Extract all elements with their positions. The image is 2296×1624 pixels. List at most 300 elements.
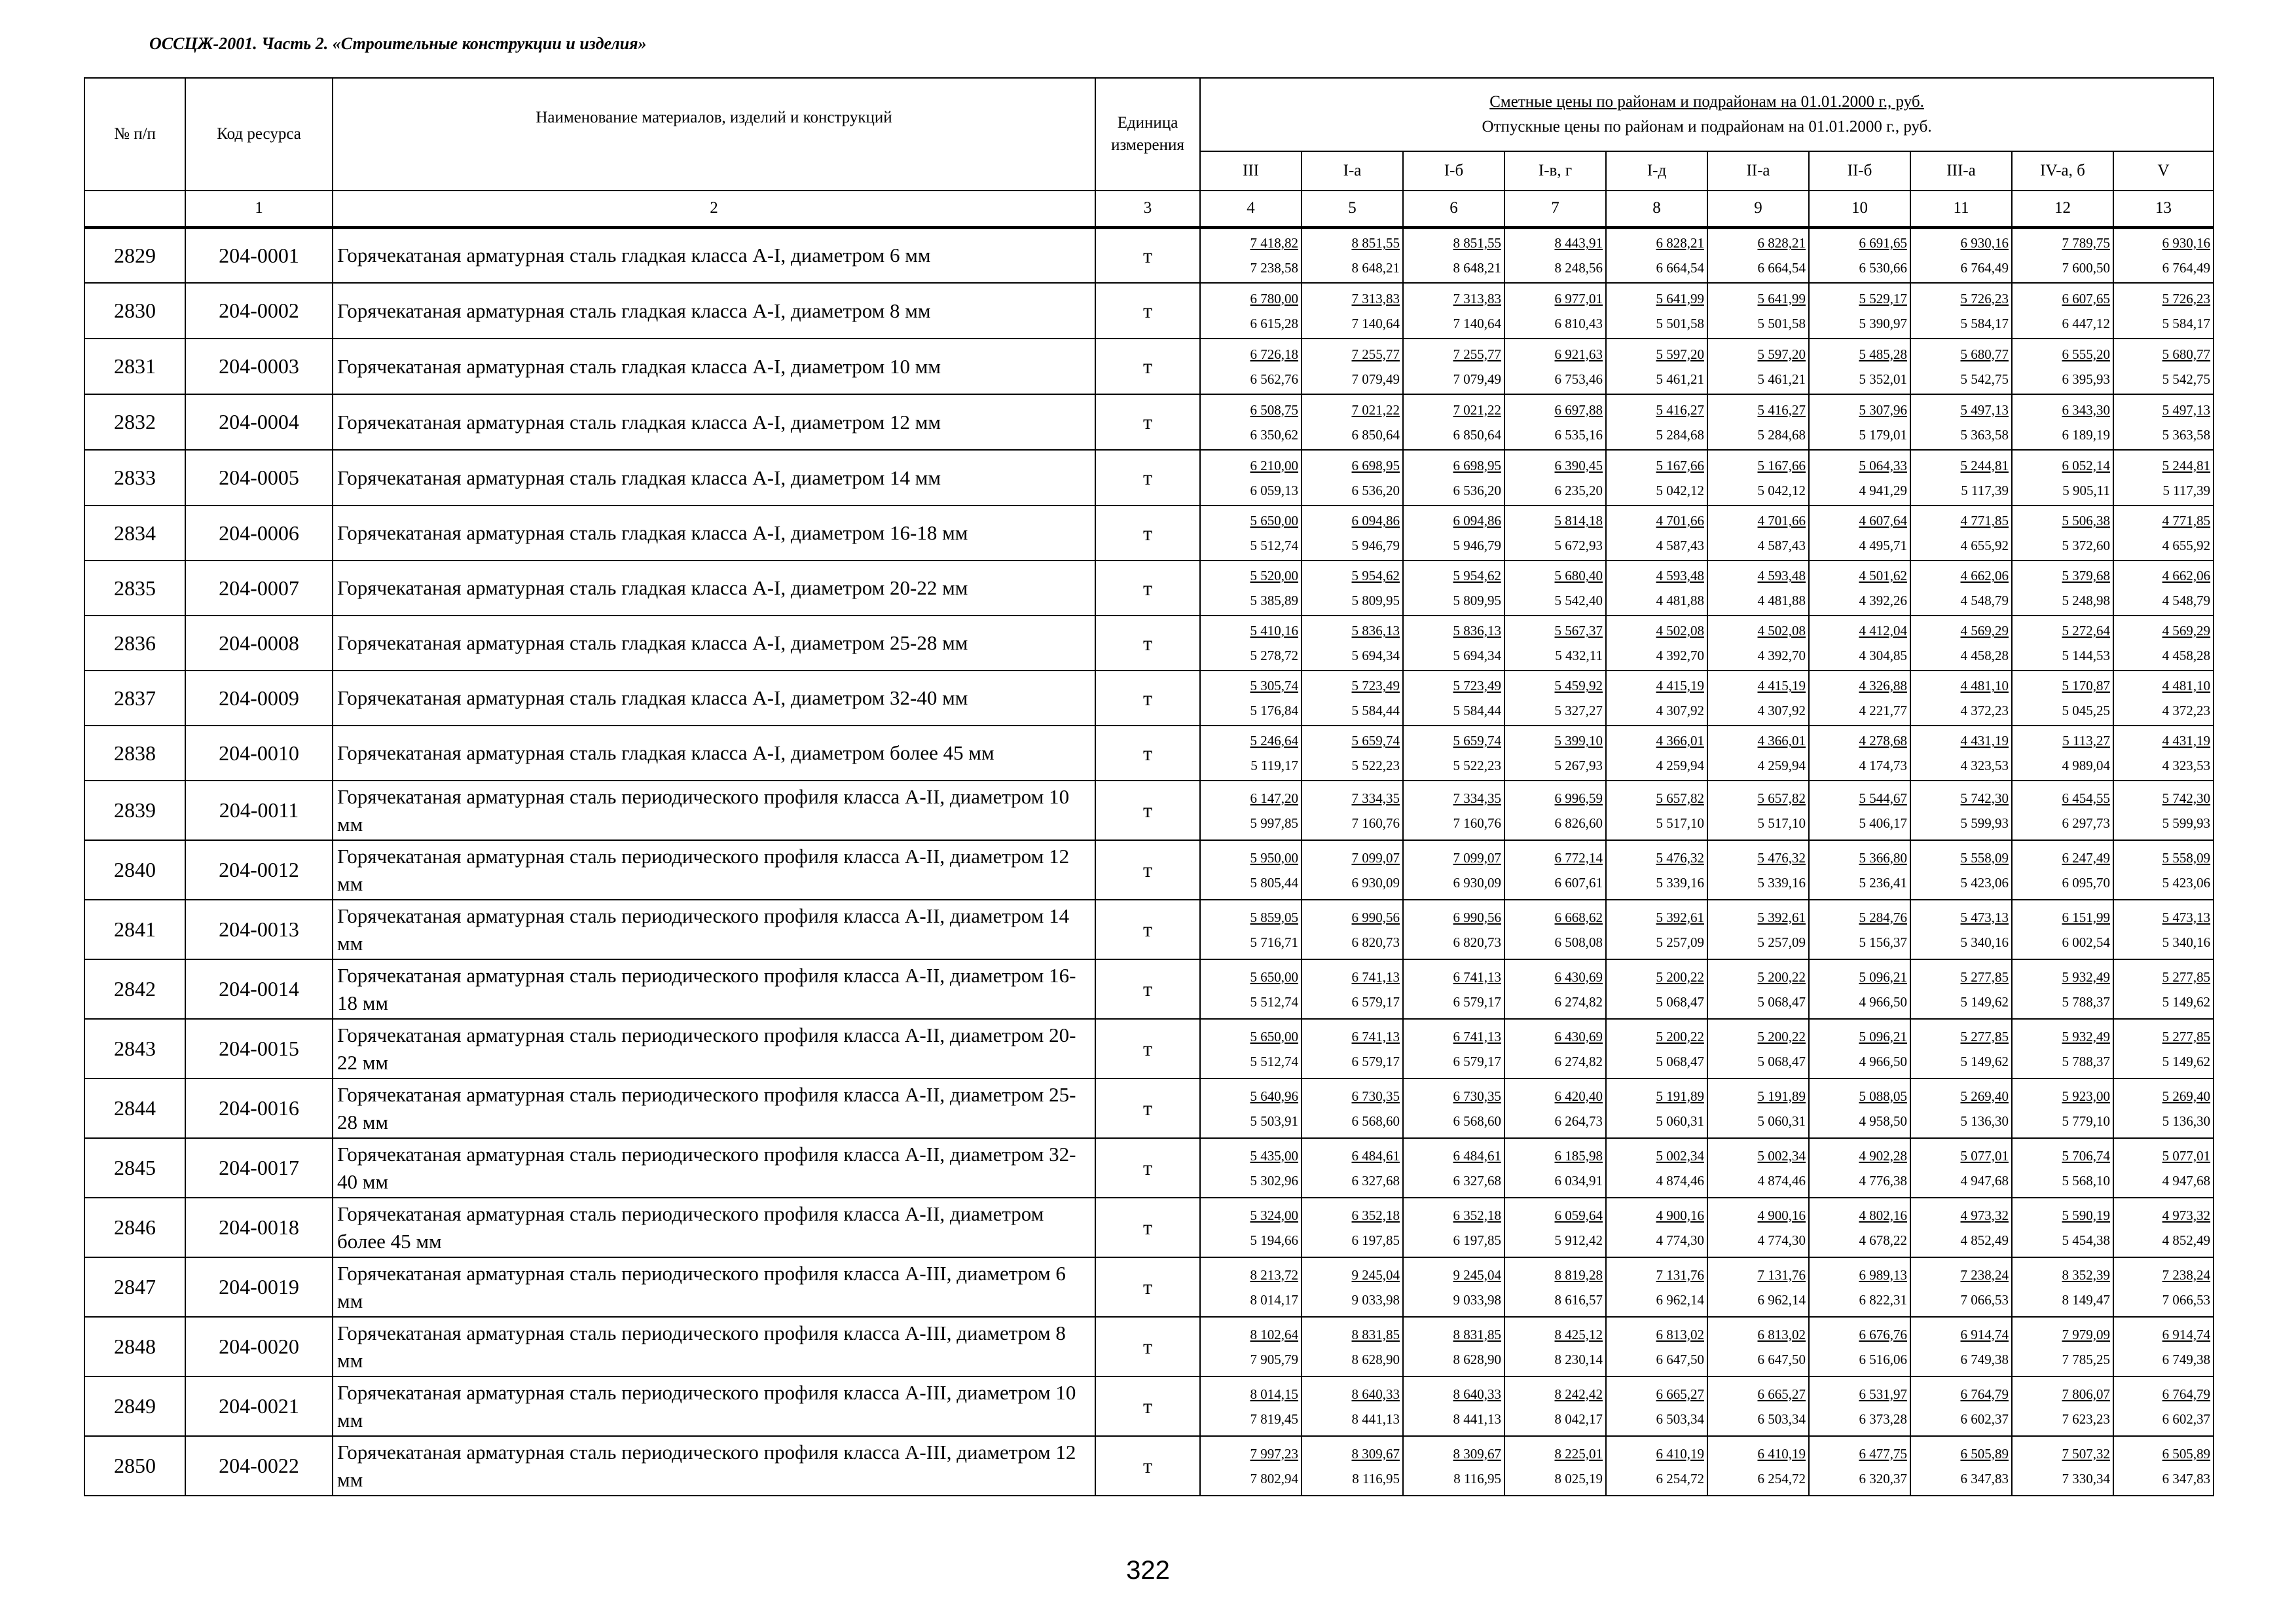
release-price: 8 441,13: [1453, 1411, 1501, 1427]
resource-code: 204-0002: [185, 283, 333, 339]
release-price: 5 327,27: [1554, 703, 1603, 718]
release-price: 4 174,73: [1859, 758, 1907, 773]
estimate-price: 6 772,14: [1554, 849, 1603, 866]
release-price: 6 579,17: [1351, 1053, 1400, 1069]
release-price: 6 764,49: [2162, 260, 2211, 276]
estimate-price: 5 200,22: [1656, 969, 1704, 985]
release-price: 6 568,60: [1453, 1113, 1501, 1129]
price-cell: [1910, 1257, 2012, 1317]
material-name: Горячекатаная арматурная сталь периодического профиля класса А-II, диаметром 25-28 мм: [333, 1079, 1095, 1138]
estimate-price: 8 309,67: [1453, 1445, 1501, 1462]
release-price: 5 432,11: [1555, 648, 1603, 663]
resource-code: 204-0014: [185, 959, 333, 1019]
price-cell: [1910, 1376, 2012, 1436]
resource-code: 204-0020: [185, 1317, 333, 1376]
estimate-price: 7 131,76: [1656, 1266, 1704, 1283]
estimate-price: 6 741,13: [1453, 969, 1501, 985]
price-cell: [1403, 1198, 1504, 1257]
estimate-price: 5 659,74: [1453, 733, 1501, 748]
price-cell: [1200, 781, 1302, 840]
price-cell: [1200, 394, 1302, 450]
header-code: Код ресурса: [185, 78, 333, 191]
unit: т: [1095, 616, 1200, 671]
release-price: 6 197,85: [1453, 1232, 1501, 1248]
price-cell: [2012, 671, 2113, 726]
estimate-price: 5 544,67: [1859, 790, 1907, 806]
price-cell: [1504, 1257, 1606, 1317]
estimate-price: 5 379,68: [2062, 568, 2110, 583]
release-price: 5 512,74: [1250, 1053, 1298, 1069]
price-cell: [1504, 1436, 1606, 1496]
estimate-price: 4 900,16: [1656, 1207, 1704, 1223]
release-price: 5 501,58: [1656, 315, 1704, 331]
estimate-price: 8 819,28: [1554, 1266, 1603, 1283]
release-price: 4 458,28: [2162, 648, 2211, 663]
price-cell: [1910, 1317, 2012, 1376]
price-cell: [1606, 1198, 1707, 1257]
price-cell: [1403, 1019, 1504, 1079]
header-name: Наименование материалов, изделий и конструкций: [333, 78, 1095, 191]
release-price: 5 068,47: [1757, 1053, 1806, 1069]
estimate-price: 6 741,13: [1351, 969, 1400, 985]
price-cell: [1504, 561, 1606, 616]
price-cell: [2012, 1436, 2113, 1496]
estimate-price: 4 900,16: [1757, 1207, 1806, 1223]
unit: т: [1095, 1376, 1200, 1436]
release-price: 5 149,62: [2162, 1053, 2211, 1069]
header-regions-line1: Сметные цены по районам и подрайонам на 01.01.2000 г., руб.: [1489, 93, 1924, 111]
price-cell: [1200, 1019, 1302, 1079]
release-price: 9 033,98: [1453, 1291, 1501, 1308]
price-cell: [1200, 1138, 1302, 1198]
release-price: 4 947,68: [1960, 1172, 2009, 1189]
estimate-price: 6 430,69: [1554, 1028, 1603, 1044]
release-price: 6 254,72: [1656, 1470, 1704, 1486]
estimate-price: 5 814,18: [1554, 513, 1603, 528]
price-cell: [1809, 1138, 1910, 1198]
price-cell: [1809, 1257, 1910, 1317]
release-price: 7 785,25: [2062, 1351, 2110, 1367]
release-price: 4 259,94: [1757, 758, 1806, 773]
release-price: 8 248,56: [1554, 260, 1603, 276]
price-cell: [1504, 283, 1606, 339]
estimate-price: 5 659,74: [1351, 733, 1400, 748]
price-cell: [1200, 227, 1302, 283]
row-number: 2844: [84, 1079, 185, 1138]
estimate-price: 5 324,00: [1250, 1207, 1298, 1223]
release-price: 5 068,47: [1656, 1053, 1704, 1069]
release-price: 6 508,08: [1554, 934, 1603, 950]
estimate-price: 5 497,13: [1960, 401, 2009, 418]
price-cell: [1606, 1138, 1707, 1198]
estimate-price: 6 996,59: [1554, 790, 1603, 806]
unit: т: [1095, 1019, 1200, 1079]
estimate-price: 5 459,92: [1554, 678, 1603, 693]
estimate-price: 5 476,32: [1656, 849, 1704, 866]
column-number: 1: [185, 191, 333, 227]
release-price: 4 966,50: [1859, 1053, 1907, 1069]
estimate-price: 6 813,02: [1656, 1326, 1704, 1342]
table-row: [84, 959, 2214, 1019]
estimate-price: 8 640,33: [1453, 1386, 1501, 1402]
unit: т: [1095, 450, 1200, 506]
estimate-price: 5 170,87: [2062, 678, 2110, 693]
release-price: 7 623,23: [2062, 1411, 2110, 1427]
estimate-price: 6 059,64: [1554, 1207, 1603, 1223]
price-cell: [1302, 227, 1403, 283]
price-cell: [1910, 1138, 2012, 1198]
price-cell: [1200, 1257, 1302, 1317]
row-number: 2834: [84, 506, 185, 561]
price-cell: [2113, 726, 2214, 781]
release-price: 8 116,95: [1453, 1470, 1501, 1486]
price-cell: [1504, 616, 1606, 671]
price-cell: [1606, 840, 1707, 900]
release-price: 8 648,21: [1351, 260, 1400, 276]
release-price: 5 363,58: [1960, 426, 2009, 443]
estimate-price: 5 246,64: [1250, 733, 1298, 748]
release-price: 6 810,43: [1554, 315, 1603, 331]
material-name: Горячекатаная арматурная сталь гладкая класса А-I, диаметром 32-40 мм: [333, 671, 1095, 726]
table-row: [84, 450, 2214, 506]
material-name: Горячекатаная арматурная сталь гладкая класса А-I, диаметром 25-28 мм: [333, 616, 1095, 671]
estimate-price: 5 064,33: [1859, 457, 1907, 473]
release-price: 4 458,28: [1960, 648, 2009, 663]
price-cell: [2113, 616, 2214, 671]
price-cell: [1910, 959, 2012, 1019]
price-cell: [2012, 1376, 2113, 1436]
price-cell: [1910, 1198, 2012, 1257]
estimate-price: 5 077,01: [2162, 1147, 2211, 1164]
release-price: 5 512,74: [1250, 993, 1298, 1010]
estimate-price: 7 806,07: [2062, 1386, 2110, 1402]
release-price: 6 536,20: [1453, 482, 1501, 498]
price-cell: [1504, 339, 1606, 394]
estimate-price: 5 277,85: [1960, 1028, 2009, 1044]
price-cell: [1606, 339, 1707, 394]
estimate-price: 7 313,83: [1351, 290, 1400, 306]
price-cell: [1707, 781, 1809, 840]
row-number: 2836: [84, 616, 185, 671]
header-unit: Единица измерения: [1095, 78, 1200, 191]
material-name: Горячекатаная арматурная сталь гладкая класса А-I, диаметром более 45 мм: [333, 726, 1095, 781]
estimate-price: 4 481,10: [1960, 678, 2009, 693]
release-price: 5 788,37: [2062, 1053, 2110, 1069]
release-price: 4 392,70: [1656, 648, 1704, 663]
resource-code: 204-0013: [185, 900, 333, 959]
row-number: 2830: [84, 283, 185, 339]
release-price: 5 042,12: [1656, 482, 1704, 498]
price-cell: [1707, 1198, 1809, 1257]
release-price: 6 189,19: [2062, 426, 2110, 443]
estimate-price: 4 502,08: [1757, 623, 1806, 638]
estimate-price: 5 392,61: [1757, 909, 1806, 925]
price-cell: [1200, 1198, 1302, 1257]
price-cell: [1809, 1079, 1910, 1138]
material-name: Горячекатаная арматурная сталь периодического профиля класса А-II, диаметром 32-40 мм: [333, 1138, 1095, 1198]
estimate-price: 4 593,48: [1656, 568, 1704, 583]
estimate-price: 4 501,62: [1859, 568, 1907, 583]
estimate-price: 5 277,85: [2162, 969, 2211, 985]
release-price: 4 304,85: [1859, 648, 1907, 663]
price-cell: [1809, 726, 1910, 781]
estimate-price: 4 662,06: [2162, 568, 2211, 583]
estimate-price: 5 191,89: [1656, 1088, 1704, 1104]
price-cell: [1403, 616, 1504, 671]
price-cell: [1606, 616, 1707, 671]
price-cell: [1707, 959, 1809, 1019]
release-price: 5 278,72: [1250, 648, 1298, 663]
price-cell: [2113, 840, 2214, 900]
estimate-price: 5 723,49: [1351, 678, 1400, 693]
column-number: 6: [1403, 191, 1504, 227]
material-name: Горячекатаная арматурная сталь гладкая класса А-I, диаметром 12 мм: [333, 394, 1095, 450]
estimate-price: 4 431,19: [1960, 733, 2009, 748]
price-cell: [1707, 671, 1809, 726]
release-price: 5 406,17: [1859, 815, 1907, 831]
estimate-price: 5 284,76: [1859, 909, 1907, 925]
price-cell: [1302, 394, 1403, 450]
price-cell: [1606, 450, 1707, 506]
estimate-price: 4 771,85: [2162, 513, 2211, 528]
table-row: [84, 283, 2214, 339]
release-price: 5 284,68: [1656, 426, 1704, 443]
row-number: 2849: [84, 1376, 185, 1436]
release-price: 6 826,60: [1554, 815, 1603, 831]
estimate-price: 8 443,91: [1554, 235, 1603, 251]
estimate-price: 6 352,18: [1453, 1207, 1501, 1223]
release-price: 4 852,49: [1960, 1232, 2009, 1248]
estimate-price: 4 973,32: [2162, 1207, 2211, 1223]
price-cell: [1302, 1317, 1403, 1376]
column-number: 9: [1707, 191, 1809, 227]
estimate-price: 4 415,19: [1757, 678, 1806, 693]
estimate-price: 5 950,00: [1250, 849, 1298, 866]
release-price: 6 347,83: [2162, 1470, 2211, 1486]
estimate-price: 6 921,63: [1554, 346, 1603, 362]
estimate-price: 7 255,77: [1351, 346, 1400, 362]
price-cell: [1707, 1138, 1809, 1198]
unit: т: [1095, 900, 1200, 959]
price-cell: [1200, 840, 1302, 900]
release-price: 5 385,89: [1250, 593, 1298, 608]
colnum-blank: [84, 191, 185, 227]
price-cell: [2012, 726, 2113, 781]
table-row: [84, 506, 2214, 561]
release-price: 6 962,14: [1757, 1291, 1806, 1308]
price-cell: [1606, 1079, 1707, 1138]
price-cell: [1910, 1019, 2012, 1079]
unit: т: [1095, 671, 1200, 726]
release-price: 5 060,31: [1656, 1113, 1704, 1129]
price-cell: [1403, 450, 1504, 506]
estimate-price: 6 989,13: [1859, 1266, 1907, 1283]
estimate-price: 5 706,74: [2062, 1147, 2110, 1164]
price-cell: [1504, 450, 1606, 506]
resource-code: 204-0010: [185, 726, 333, 781]
release-price: 4 655,92: [1960, 538, 2009, 553]
release-price: 5 257,09: [1656, 934, 1704, 950]
price-cell: [1302, 339, 1403, 394]
release-price: 6 664,54: [1656, 260, 1704, 276]
price-cell: [1504, 840, 1606, 900]
price-cell: [2012, 450, 2113, 506]
material-name: Горячекатаная арматурная сталь периодического профиля класса А-III, диаметром 12 мм: [333, 1436, 1095, 1496]
release-price: 5 149,62: [2162, 993, 2211, 1010]
release-price: 6 850,64: [1453, 426, 1501, 443]
release-price: 5 117,39: [2162, 482, 2211, 498]
price-cell: [1200, 671, 1302, 726]
price-cell: [1910, 840, 2012, 900]
header-region: V: [2113, 151, 2214, 191]
release-price: 6 930,09: [1453, 874, 1501, 891]
price-cell: [1809, 1317, 1910, 1376]
estimate-price: 5 244,81: [2162, 457, 2211, 473]
release-price: 4 852,49: [2162, 1232, 2211, 1248]
release-price: 5 522,23: [1351, 758, 1400, 773]
estimate-price: 4 607,64: [1859, 513, 1907, 528]
price-cell: [2012, 283, 2113, 339]
price-cell: [1302, 840, 1403, 900]
estimate-price: 5 506,38: [2062, 513, 2110, 528]
release-price: 5 584,44: [1453, 703, 1501, 718]
release-price: 7 160,76: [1351, 815, 1400, 831]
release-price: 5 672,93: [1554, 538, 1603, 553]
estimate-price: 5 558,09: [2162, 849, 2211, 866]
estimate-price: 7 997,23: [1250, 1445, 1298, 1462]
price-cell: [1504, 900, 1606, 959]
material-name: Горячекатаная арматурная сталь гладкая класса А-I, диаметром 14 мм: [333, 450, 1095, 506]
header-region: III: [1200, 151, 1302, 191]
release-price: 4 323,53: [2162, 758, 2211, 773]
table-row: [84, 1019, 2214, 1079]
estimate-price: 5 200,22: [1757, 1028, 1806, 1044]
release-price: 5 068,47: [1757, 993, 1806, 1010]
estimate-price: 5 416,27: [1757, 401, 1806, 418]
price-cell: [1809, 781, 1910, 840]
estimate-price: 5 650,00: [1250, 513, 1298, 528]
release-price: 5 568,10: [2062, 1172, 2110, 1189]
estimate-price: 6 151,99: [2062, 909, 2110, 925]
price-cell: [1707, 450, 1809, 506]
release-price: 5 716,71: [1250, 934, 1298, 950]
price-cell: [1403, 283, 1504, 339]
price-cell: [2113, 450, 2214, 506]
estimate-price: 4 569,29: [2162, 623, 2211, 638]
material-name: Горячекатаная арматурная сталь периодического профиля класса А-III, диаметром 10 мм: [333, 1376, 1095, 1436]
estimate-price: 8 851,55: [1453, 235, 1501, 251]
release-price: 4 947,68: [2162, 1172, 2211, 1189]
estimate-price: 5 567,37: [1554, 623, 1603, 638]
estimate-price: 5 726,23: [2162, 290, 2211, 306]
release-price: 5 179,01: [1859, 426, 1907, 443]
material-name: Горячекатаная арматурная сталь периодического профиля класса А-III, диаметром 8 мм: [333, 1317, 1095, 1376]
unit: т: [1095, 781, 1200, 840]
estimate-price: 8 831,85: [1351, 1326, 1400, 1342]
price-cell: [1809, 394, 1910, 450]
release-price: 5 461,21: [1757, 371, 1806, 387]
estimate-price: 7 313,83: [1453, 290, 1501, 306]
price-cell: [1200, 1317, 1302, 1376]
release-price: 6 850,64: [1351, 426, 1400, 443]
estimate-price: 7 238,24: [1960, 1266, 2009, 1283]
material-name: Горячекатаная арматурная сталь периодического профиля класса А-II, диаметром 14 мм: [333, 900, 1095, 959]
price-cell: [2113, 1436, 2214, 1496]
release-price: 6 607,61: [1554, 874, 1603, 891]
price-cell: [1302, 1079, 1403, 1138]
release-price: 5 423,06: [1960, 874, 2009, 891]
price-cell: [2012, 1198, 2113, 1257]
estimate-price: 4 973,32: [1960, 1207, 2009, 1223]
row-number: 2841: [84, 900, 185, 959]
release-price: 7 140,64: [1351, 315, 1400, 331]
price-cell: [1809, 900, 1910, 959]
material-name: Горячекатаная арматурная сталь периодического профиля класса А-II, диаметром 12 мм: [333, 840, 1095, 900]
release-price: 4 966,50: [1859, 993, 1907, 1010]
estimate-price: 5 244,81: [1960, 457, 2009, 473]
estimate-price: 5 836,13: [1453, 623, 1501, 638]
estimate-price: 5 932,49: [2062, 1028, 2110, 1044]
estimate-price: 9 245,04: [1453, 1266, 1501, 1283]
price-cell: [1809, 616, 1910, 671]
unit: т: [1095, 959, 1200, 1019]
table-row: [84, 1436, 2214, 1496]
price-cell: [1302, 283, 1403, 339]
estimate-price: 5 476,32: [1757, 849, 1806, 866]
estimate-price: 5 836,13: [1351, 623, 1400, 638]
release-price: 8 042,17: [1554, 1411, 1603, 1427]
estimate-price: 6 555,20: [2062, 346, 2110, 362]
release-price: 6 373,28: [1859, 1411, 1907, 1427]
price-cell: [1403, 339, 1504, 394]
release-price: 4 323,53: [1960, 758, 2009, 773]
release-price: 5 156,37: [1859, 934, 1907, 950]
unit: т: [1095, 1138, 1200, 1198]
column-number: 8: [1606, 191, 1707, 227]
row-number: 2838: [84, 726, 185, 781]
estimate-price: 6 676,76: [1859, 1326, 1907, 1342]
release-price: 4 776,38: [1859, 1172, 1907, 1189]
unit: т: [1095, 227, 1200, 283]
release-price: 5 340,16: [1960, 934, 2009, 950]
estimate-price: 8 831,85: [1453, 1326, 1501, 1342]
price-cell: [1302, 671, 1403, 726]
material-name: Горячекатаная арматурная сталь гладкая класса А-I, диаметром 8 мм: [333, 283, 1095, 339]
estimate-price: 8 851,55: [1351, 235, 1400, 251]
release-price: 6 647,50: [1757, 1351, 1806, 1367]
estimate-price: 8 102,64: [1250, 1326, 1298, 1342]
resource-code: 204-0012: [185, 840, 333, 900]
release-price: 5 372,60: [2062, 538, 2110, 553]
price-cell: [2012, 840, 2113, 900]
release-price: 5 809,95: [1351, 593, 1400, 608]
estimate-price: 8 014,15: [1250, 1386, 1298, 1402]
price-cell: [1403, 671, 1504, 726]
release-price: 4 307,92: [1757, 703, 1806, 718]
resource-code: 204-0017: [185, 1138, 333, 1198]
price-cell: [1606, 1019, 1707, 1079]
resource-code: 204-0015: [185, 1019, 333, 1079]
price-cell: [1910, 283, 2012, 339]
price-cell: [1910, 227, 2012, 283]
estimate-price: 4 366,01: [1757, 733, 1806, 748]
resource-code: 204-0016: [185, 1079, 333, 1138]
release-price: 6 327,68: [1453, 1172, 1501, 1189]
release-price: 6 579,17: [1453, 993, 1501, 1010]
price-cell: [1809, 1019, 1910, 1079]
price-cell: [1606, 671, 1707, 726]
estimate-price: 5 305,74: [1250, 678, 1298, 693]
